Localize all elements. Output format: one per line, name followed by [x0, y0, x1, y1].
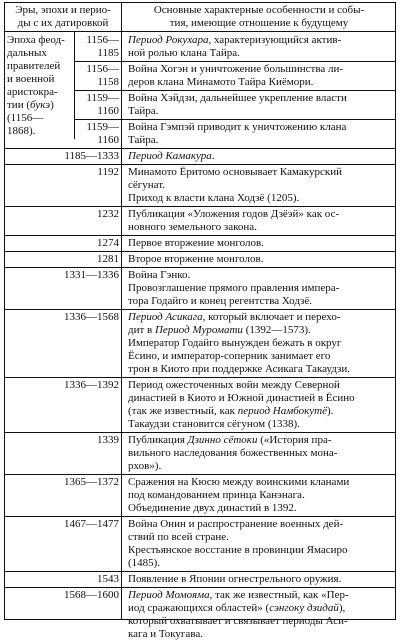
row-description: Первое вторжение монголов.: [128, 237, 264, 249]
row-year: 1159—: [86, 121, 119, 133]
row-year: 1365—1372: [64, 476, 119, 488]
row-description: кага и Токугава.: [128, 628, 203, 640]
header-separator: [4, 31, 396, 32]
header-col1-line2: ды с их датировкой: [17, 17, 109, 29]
row-separator: [4, 309, 396, 310]
row-description: под командованием принца Канэнага.: [128, 489, 305, 501]
row-description: Публикация «Уложения годов Дзёэй» как ос-: [128, 208, 340, 220]
era-line: и военной: [7, 73, 55, 85]
header-col2-line1: Основные характерные особенности и собы-: [153, 4, 365, 16]
row-year: 1543: [97, 573, 119, 585]
row-description: Объединение двух династий в 1392.: [128, 502, 297, 514]
row-separator: [4, 516, 396, 517]
row-separator: [4, 267, 396, 268]
row-description: иод сражающихся областей» (сэнгоку дзидай),: [128, 602, 346, 614]
era-line: 1868).: [7, 125, 36, 137]
row-year: 1232: [97, 208, 119, 220]
row-separator: [4, 571, 396, 572]
row-separator: [75, 61, 396, 62]
header-col1-line1: Эры, эпохи и перио-: [15, 4, 111, 16]
row-separator: [4, 148, 396, 149]
row-description: Второе вторжение монголов.: [128, 253, 264, 265]
row-year: 1185—1333: [64, 150, 119, 162]
row-description: Император Годайго вынужден бежать в округ: [128, 337, 342, 349]
row-description: (так же известный, как период Намбокутё).: [128, 405, 334, 417]
row-year-end: 1160: [97, 134, 119, 146]
row-separator: [4, 587, 396, 588]
row-year: 1156—: [86, 63, 119, 75]
row-description: Период ожесточенных войн между Северной: [128, 379, 340, 391]
row-description: деров клана Минамото Тайра Киёмори.: [128, 76, 314, 88]
row-description: Минамото Ёритомо основывает Камакурский: [128, 166, 342, 178]
table-left-border: [4, 2, 5, 620]
row-separator: [75, 90, 396, 91]
table-top-border: [4, 2, 396, 3]
row-description: Тайра.: [128, 105, 159, 117]
row-year: 1159—: [86, 92, 119, 104]
row-description: рхов»).: [128, 460, 162, 472]
row-separator: [4, 235, 396, 236]
header-col2-line2: тия, имеющие отношение к будущему: [169, 17, 349, 29]
row-description: ствий по всей стране.: [128, 531, 229, 543]
era-line: дальных: [7, 47, 47, 59]
col-separator-1: [121, 2, 122, 620]
era-line: аристокра-: [7, 86, 58, 98]
row-description: вильного наследования божественных мона-: [128, 447, 338, 459]
row-year: 1274: [97, 237, 119, 249]
row-year: 1336—1392: [64, 379, 119, 391]
row-year: 1339: [97, 434, 119, 446]
row-description: ной ролью клана Тайра.: [128, 47, 240, 59]
row-description: трон в Киото при поддержке Асикага Такаудзи.: [128, 363, 350, 375]
era-line: правителей: [7, 60, 61, 72]
row-description: династией в Киото и Южной династией в Ёсино: [128, 392, 355, 404]
row-separator: [4, 474, 396, 475]
row-year-end: 1158: [97, 76, 119, 88]
row-description: Война Онин и распространение военных дей-: [128, 518, 344, 530]
row-year-end: 1160: [97, 105, 119, 117]
row-separator: [4, 432, 396, 433]
row-description: сёгунат.: [128, 179, 165, 191]
row-description: Появление в Японии огнестрельного оружия.: [128, 573, 342, 585]
row-year: 1568—1600: [64, 589, 119, 601]
row-description: Тайра.: [128, 134, 159, 146]
row-description: Крестьянское восстание в провинции Ямасиро: [128, 544, 348, 556]
row-description: Война Хэйдзи, дальнейшее укрепление власти: [128, 92, 347, 104]
row-description: Ёсино, и император-соперник занимает его: [128, 350, 331, 362]
row-separator: [4, 164, 396, 165]
row-year: 1331—1336: [64, 269, 119, 281]
row-year-end: 1185: [97, 47, 119, 59]
row-description: (1485).: [128, 557, 161, 569]
row-description: Война Гэмпэй приводит к уничтожению клана: [128, 121, 347, 133]
row-separator: [75, 119, 396, 120]
row-year: 1156—: [86, 34, 119, 46]
row-description: Период Рокухара, характеризующийся актив-: [128, 34, 342, 46]
table-right-border: [395, 2, 396, 620]
row-description: который охватывает и связывает периоды Аси-: [128, 615, 348, 627]
row-description: Приход к власти клана Ходзё (1205).: [128, 192, 300, 204]
row-description: Война Гэнко.: [128, 269, 191, 281]
row-description: Период Камакура.: [128, 150, 215, 162]
row-year: 1192: [97, 166, 119, 178]
row-description: Публикация Дзинно сётоки («История пра-: [128, 434, 332, 446]
row-description: тора Годайго и конец регентства Ходзё.: [128, 295, 313, 307]
row-description: Провозглашение прямого правления импера-: [128, 282, 340, 294]
row-description: Период Асикага, который включает и перехо-: [128, 311, 341, 323]
row-separator: [4, 206, 396, 207]
row-description: дит в Период Муромати (1392—1573).: [128, 324, 311, 336]
era-year-separator: [74, 32, 75, 139]
row-description: Война Хогэн и уничтожение большинства ли-: [128, 63, 344, 75]
row-description: Сражения на Кюсю между воинскими кланами: [128, 476, 350, 488]
row-year: 1467—1477: [64, 518, 119, 530]
row-description: Период Момояма, так же известный, как «Пер-: [128, 589, 349, 601]
row-year: 1336—1568: [64, 311, 119, 323]
era-line: (1156—: [7, 112, 44, 124]
row-description: новного земельного закона.: [128, 221, 257, 233]
row-year: 1281: [97, 253, 119, 265]
row-separator: [4, 251, 396, 252]
row-separator: [4, 377, 396, 378]
row-description: Такаудзи становится сёгуном (1338).: [128, 418, 300, 430]
era-line: тии (букэ): [7, 99, 54, 111]
era-line: Эпоха феод-: [7, 34, 65, 46]
